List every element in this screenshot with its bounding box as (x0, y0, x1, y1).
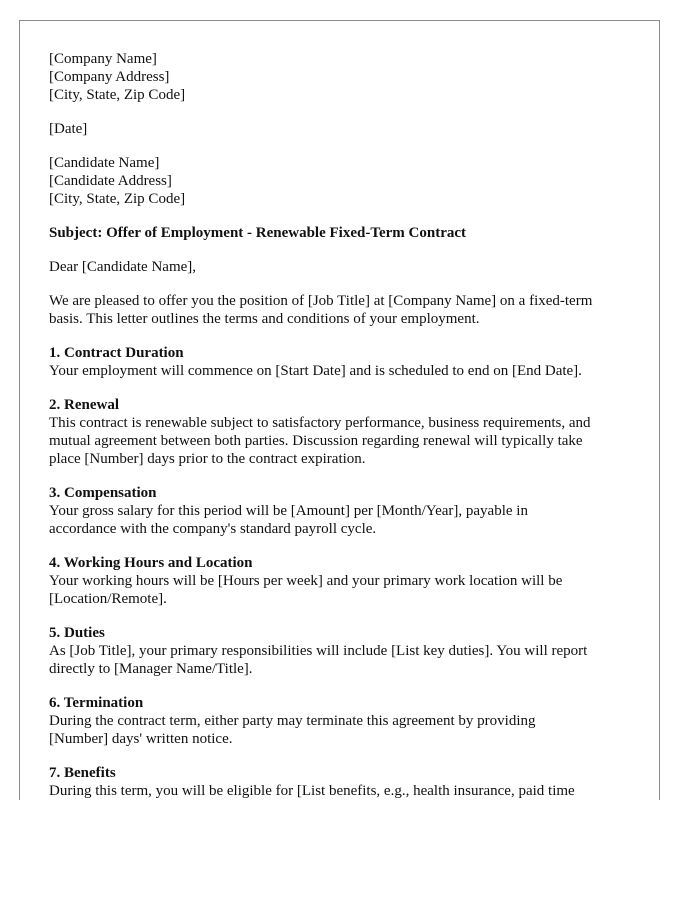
section-line: accordance with the company's standard payroll cycle. (49, 521, 377, 537)
recipient-city-state-zip: [City, State, Zip Code] (49, 191, 186, 207)
section-renewal (49, 396, 649, 468)
section-working-hours-location (49, 554, 649, 608)
sender-city-state-zip: [City, State, Zip Code] (49, 87, 186, 103)
intro-line: basis. This letter outlines the terms and conditions of your employment. (49, 311, 480, 327)
section-line: As [Job Title], your primary responsibilities will include [List key duties]. You will report (49, 643, 588, 659)
sender-company-address: [Company Address] (49, 69, 170, 85)
section-line: This contract is renewable subject to satisfactory performance, business requirements, and (49, 415, 591, 431)
section-title: 6. Termination (49, 695, 144, 711)
letter-date: [Date] (49, 121, 88, 137)
section-line: Your working hours will be [Hours per week] and your primary work location will be (49, 573, 563, 589)
section-line: During the contract term, either party may terminate this agreement by providing (49, 713, 536, 729)
letter-page (19, 20, 660, 800)
section-title: 4. Working Hours and Location (49, 555, 253, 571)
intro-paragraph (49, 292, 649, 328)
salutation: Dear [Candidate Name], (49, 259, 197, 275)
section-line: Your employment will commence on [Start Date] and is scheduled to end on [End Date]. (49, 363, 582, 379)
section-compensation (49, 484, 649, 538)
subject-line: Subject: Offer of Employment - Renewable Fixed-Term Contract (49, 225, 467, 241)
date-block (49, 120, 649, 138)
sender-address-block (49, 50, 649, 104)
recipient-candidate-address: [Candidate Address] (49, 173, 172, 189)
section-title: 5. Duties (49, 625, 105, 641)
letter-content (49, 50, 649, 800)
section-contract-duration (49, 344, 649, 380)
section-line: During this term, you will be eligible for [List benefits, e.g., health insurance, paid time (49, 783, 575, 799)
section-line: [Number] days' written notice. (49, 731, 233, 747)
section-line: Your gross salary for this period will be [Amount] per [Month/Year], payable in (49, 503, 528, 519)
recipient-address-block (49, 154, 649, 208)
section-title: 3. Compensation (49, 485, 157, 501)
section-duties (49, 624, 649, 678)
section-title: 7. Benefits (49, 765, 116, 781)
section-title: 1. Contract Duration (49, 345, 184, 361)
section-title: 2. Renewal (49, 397, 119, 413)
recipient-candidate-name: [Candidate Name] (49, 155, 160, 171)
section-termination (49, 694, 649, 748)
section-line: place [Number] days prior to the contract expiration. (49, 451, 366, 467)
subject-block (49, 224, 649, 242)
intro-line: We are pleased to offer you the position of [Job Title] at [Company Name] on a fixed-term (49, 293, 593, 309)
sender-company-name: [Company Name] (49, 51, 157, 67)
section-line: mutual agreement between both parties. Discussion regarding renewal will typically take (49, 433, 583, 449)
section-line: [Location/Remote]. (49, 591, 167, 607)
section-benefits (49, 764, 649, 800)
section-line: directly to [Manager Name/Title]. (49, 661, 253, 677)
salutation-block (49, 258, 649, 276)
